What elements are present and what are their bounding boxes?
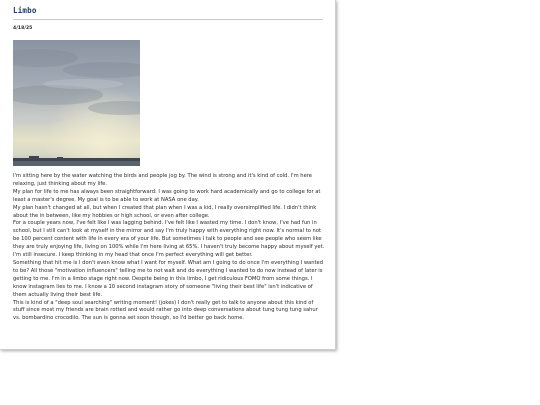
post-paragraph: My plan for life to me has always been straightforward: I was going to work hard academically and go to college for at least a master's degree. My goal is to be able to work at NASA one day.: [13, 188, 321, 203]
post-body: [13, 173, 325, 323]
post-title: Limbo: [13, 6, 37, 15]
title-divider: [13, 19, 323, 20]
post-date: 4/18/25: [13, 26, 33, 31]
post-paragraph: For a couple years now, I've felt like I was lagging behind. I've felt like I wasted my time. I don't know, I've had fun in school, but I still can't look at myself in the mirror and say I'm truly happy with everything right now. It's normal to not be 100 percent content with life in every era of your life. But sometimes I talk to people and see people who seem like they are truly enjoying life, living on 100% while I'm here living at 65%. I haven't truly become happy about myself yet. I'm still insecure. I keep thinking in my head that once I'm perfect everything will get better.: [13, 220, 325, 259]
post-paragraph: This is kind of a "deep soul searching" writing moment! (jokes) I don't really get to talk to anyone about this kind of stuff since most my friends are brain rotted and would rather go into deep conversations about tung tung tung sahur vs. bombardino crocodilo. The sun is gonna set soon though, so I'd better go back home.: [13, 299, 318, 322]
post-paragraph: My plan hasn't changed at all, but when I created that plan when I was a kid, I really oversimplified life. I didn't think about the in between, like my hobbies or high school, or even after college.: [13, 204, 317, 219]
post-paragraph: Something that hit me is I don't even know what I want for myself. What am I going to do once I'm everything I wanted to be? All those "motivation influencers" telling me to not wait and do everything I wanted to do now instead of later is getting to me. I'm in a limbo stage right now. Despite being in this limbo, I get ridiculous FOMO from some things. I know instagram lies to me. I know a 10 second instagram story of someone "living their best life" isn't indicative of them actually living their best life.: [13, 259, 324, 298]
post-paragraph: I'm sitting here by the water watching the birds and people jog by. The wind is strong and it's kind of cold. I'm here relaxing, just thinking about my life.: [13, 173, 313, 187]
sky-photo: [13, 40, 140, 166]
